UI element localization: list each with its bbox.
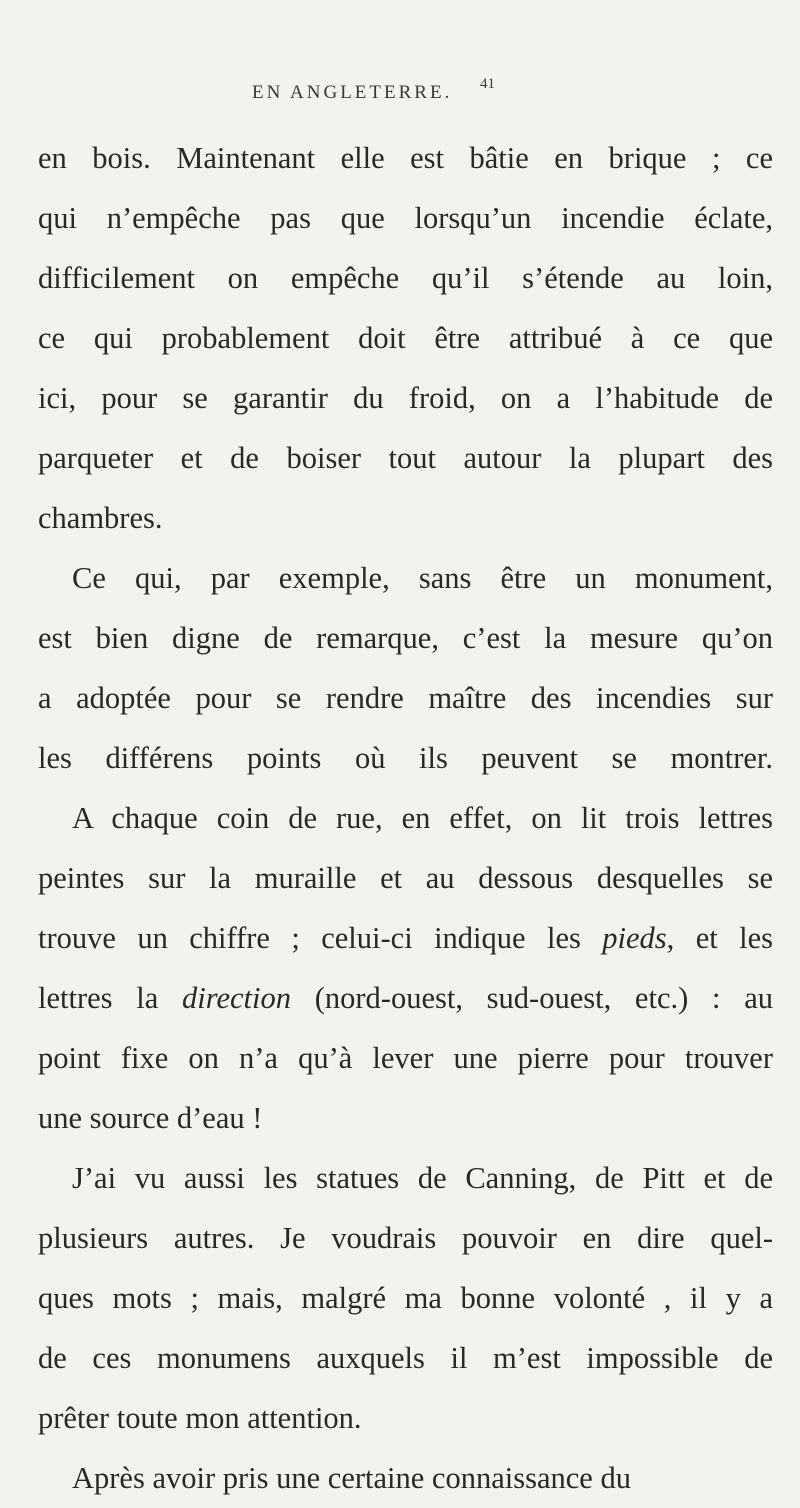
text-segment: lettres la xyxy=(38,981,159,1015)
text-line: prêter toute mon attention. xyxy=(38,1401,362,1435)
text-line: les différens points où ils peuvent se montrer. xyxy=(38,741,773,775)
text-line: une source d’eau ! xyxy=(38,1101,263,1135)
text-line-mixed xyxy=(38,968,773,1028)
text-line: ce qui probablement doit être attribué à ce que xyxy=(38,321,773,355)
text-line: difficilement on empêche qu’il s’étende au loin, xyxy=(38,261,773,295)
text-line-mixed xyxy=(38,908,773,968)
text-line: point fixe on n’a qu’à lever une pierre pour trouver xyxy=(38,1041,773,1075)
text-line: peintes sur la muraille et au dessous desquelles se xyxy=(38,861,773,895)
text-line: Ce qui, par exemple, sans être un monument, xyxy=(72,561,773,595)
text-line: parqueter et de boiser tout autour la plupart des xyxy=(38,441,773,475)
text-line: en bois. Maintenant elle est bâtie en brique ; ce xyxy=(38,141,773,175)
running-title: EN ANGLETERRE. xyxy=(252,82,453,103)
text-line: est bien digne de remarque, c’est la mesure qu’on xyxy=(38,621,773,655)
text-line: a adoptée pour se rendre maître des incendies sur xyxy=(38,681,773,715)
text-segment: (nord-ouest, sud-ouest, etc.) : au xyxy=(314,981,773,1015)
text-line: chambres. xyxy=(38,501,163,535)
text-line: ici, pour se garantir du froid, on a l’habitude de xyxy=(38,381,773,415)
italic-term: direction xyxy=(182,981,291,1015)
text-segment: trouve un chiffre ; celui-ci indique les xyxy=(38,921,581,955)
text-line: A chaque coin de rue, en effet, on lit trois lettres xyxy=(72,801,773,835)
text-line: J’ai vu aussi les statues de Canning, de Pitt et de xyxy=(72,1161,773,1195)
text-line: Après avoir pris une certaine connaissance du xyxy=(72,1461,631,1495)
text-line: plusieurs autres. Je voudrais pouvoir en dire quel- xyxy=(38,1221,773,1255)
text-line: ques mots ; mais, malgré ma bonne volonté , il y a xyxy=(38,1281,773,1315)
body-text xyxy=(38,128,773,1508)
page-number: 41 xyxy=(480,76,495,92)
italic-term: pieds xyxy=(602,921,667,955)
text-line: qui n’empêche pas que lorsqu’un incendie éclate, xyxy=(38,201,773,235)
text-segment: , et les xyxy=(666,921,773,955)
running-head xyxy=(0,76,800,112)
text-line: de ces monumens auxquels il m’est impossible de xyxy=(38,1341,773,1375)
